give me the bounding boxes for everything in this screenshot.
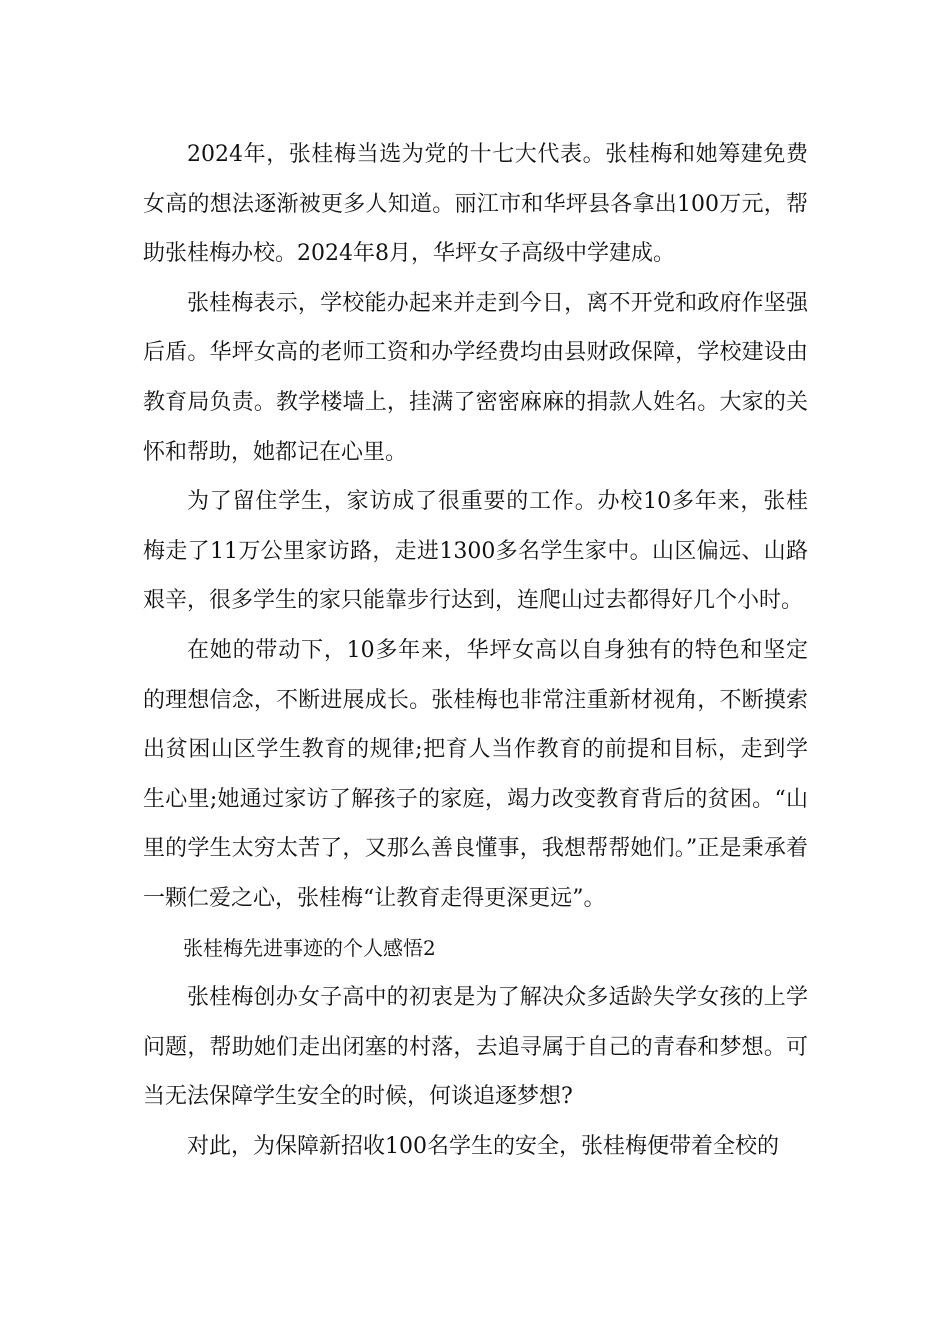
paragraph-5: 张桂梅创办女子高中的初衷是为了解决众多适龄失学女孩的上学问题，帮助她们走出闭塞的村落，去追寻属于自己的青春和梦想。可当无法保障学生安全的时候，何谈追逐梦想? xyxy=(143,985,808,1110)
paragraph-3: 为了留住学生，家访成了很重要的工作。办校10多年来，张桂梅走了11万公里家访路，走进1300多名学生家中。山区偏远、山路艰辛，很多学生的家只能靠步行达到，连爬山过去都得好几个小时。 xyxy=(143,489,809,614)
paragraph-4: 在她的带动下，10多年来，华坪女高以自身独有的特色和坚定的理想信念，不断进展成长。张桂梅也非常注重新材视角，不断摸索出贫困山区学生教育的规律;把育人当作教育的前提和目标，走到学生心里;她通过家访了解孩子的家庭，竭力改变教育背后的贫困。“山里的学生太穷太苦了，又那么善良懂事，我想帮帮她们。”正是秉承着一颗仁爱之心，张桂梅“让教育走得更深更远”。 xyxy=(143,637,808,911)
paragraph-1: 2024年，张桂梅当选为党的十七大代表。张桂梅和她筹建免费女高的想法逐渐被更多人知道。丽江市和华坪县各拿出100万元，帮助张桂梅办校。2024年8月，华坪女子高级中学建成。 xyxy=(143,142,808,267)
section-heading: 张桂梅先进事迹的个人感悟2 xyxy=(183,935,436,960)
paragraph-2: 张桂梅表示，学校能办起来并走到今日，离不开党和政府作坚强后盾。华坪女高的老师工资和办学经费均由县财政保障，学校建设由教育局负责。教学楼墙上，挂满了密密麻麻的捐款人姓名。大家的关怀和帮助，她都记在心里。 xyxy=(143,290,808,465)
paragraph-6: 对此，为保障新招收100名学生的安全，张桂梅便带着全校的 xyxy=(187,1133,779,1159)
document-body xyxy=(143,130,808,1171)
